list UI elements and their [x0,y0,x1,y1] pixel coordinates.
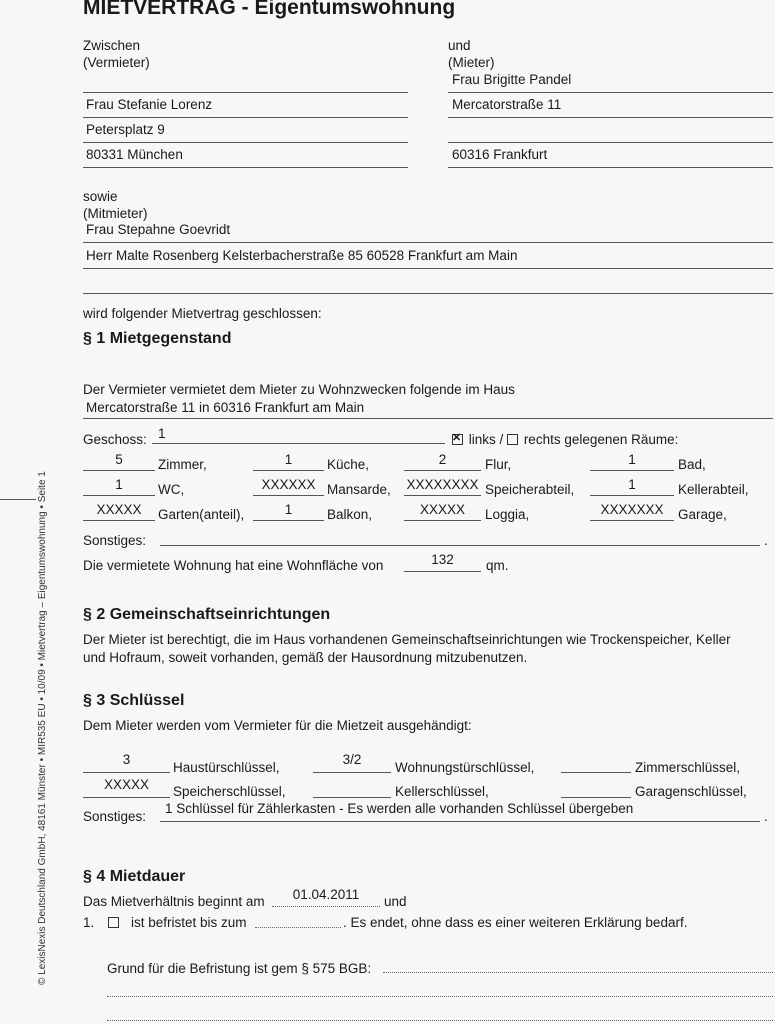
kellerabteil-line [590,495,674,496]
garten-line [83,520,155,521]
vermieter-name[interactable]: Frau Stefanie Lorenz [86,97,213,112]
vermieter-line-4 [83,167,408,168]
kellerschluessel-line [313,797,391,798]
s3-sonstiges-line [160,821,760,822]
mitmieter-line-2 [83,268,773,269]
s3-sonstiges-dot: . [764,809,768,824]
kellerschluessel-label: Kellerschlüssel, [395,784,489,799]
mitmieter-line-1 [83,242,773,243]
links-checkbox[interactable] [452,434,463,445]
mieter-line-3 [448,142,773,143]
mieter-line-1 [448,92,773,93]
geschoss-value[interactable]: 1 [158,426,166,441]
fold-mark [0,499,36,500]
und-label: und [448,38,471,53]
intro-text: wird folgender Mietvertrag geschlossen: [83,306,322,321]
loggia-value[interactable]: XXXXX [419,502,466,517]
wohnflaeche-unit: qm. [486,558,509,573]
rechts-checkbox[interactable] [507,434,518,445]
zimmerschluessel-line [561,772,631,773]
document-title: MIETVERTRAG - Eigentumswohnung [83,0,456,19]
befristet-checkbox-wrap [108,915,121,930]
wc-value[interactable]: 1 [115,477,123,492]
links-label: links / [468,432,504,447]
flur-value[interactable]: 2 [438,452,447,467]
zwischen-label: Zwischen [83,38,141,53]
s1-sonstiges-line[interactable] [160,545,760,546]
endet-text: . Es endet, ohne dass es einer weiteren Erklärung bedarf. [343,915,688,930]
wohnflaeche-value[interactable]: 132 [431,552,454,567]
loggia-label: Loggia, [485,507,530,522]
s1-address[interactable]: Mercatorstraße 11 in 60316 Frankfurt am Main [86,400,365,415]
wc-line [83,495,155,496]
s1-heading: § 1 Mietgegenstand [83,330,232,347]
sowie-label: sowie [83,189,118,204]
befristet-text: ist befristet bis zum [131,915,247,930]
zimmerschluessel-label: Zimmerschlüssel, [635,760,741,775]
garten-label: Garten(anteil), [158,507,245,522]
zimmer-value[interactable]: 5 [115,452,123,467]
garten-value[interactable]: XXXXX [96,502,142,517]
garagenschluessel-line [561,797,631,798]
geschoss-label: Geschoss: [83,432,147,447]
s2-heading: § 2 Gemeinschaftseinrichtungen [83,606,331,623]
mansarde-line [253,495,324,496]
mitmieter-name[interactable]: Frau Stepahne Goevridt [86,222,231,237]
zimmer-label: Zimmer, [158,457,207,472]
kellerabteil-label: Kellerabteil, [678,482,749,497]
flur-line [404,470,481,471]
speicherabteil-line [404,495,481,496]
vermieter-line-3 [83,142,408,143]
bad-label: Bad, [678,457,706,472]
mitmieter-label: (Mitmieter) [83,206,148,221]
kueche-label: Küche, [327,457,370,472]
wc-label: WC, [158,482,185,497]
garagenschluessel-label: Garagenschlüssel, [635,784,747,799]
s3-sonstiges-value[interactable]: 1 Schlüssel für Zählerkasten - Es werden alle vorhanden Schlüssel übergeben [165,801,634,816]
mieter-line-4 [448,167,773,168]
grund-text: Grund für die Befristung ist gem § 575 BGB: [107,961,372,976]
haustuer-value[interactable]: 3 [122,752,131,767]
bad-line [590,470,674,471]
flur-label: Flur, [485,457,512,472]
vermieter-line-2 [83,117,408,118]
s1-text: Der Vermieter vermietet dem Mieter zu Wohnzwecken folgende im Haus [83,382,515,397]
vermieter-street[interactable]: Petersplatz 9 [86,122,165,137]
geschoss-line [152,443,445,444]
speicherabteil-label: Speicherabteil, [485,482,575,497]
s3-heading: § 3 Schlüssel [83,692,185,709]
mieter-name[interactable]: Frau Brigitte Pandel [452,72,572,87]
wohnflaeche-line [404,571,481,572]
beginn-value[interactable]: 01.04.2011 [292,887,360,902]
haustuer-label: Haustürschlüssel, [173,760,280,775]
s1-sonstiges-dot: . [764,533,768,548]
speicherabteil-value[interactable]: XXXXXXXX [406,477,479,492]
item-number: 1. [83,915,95,930]
balkon-value[interactable]: 1 [284,502,293,517]
s2-line1: Der Mieter ist berechtigt, die im Haus vorhandenen Gemeinschaftseinrichtungen wie Trockenspeicher, Keller [83,632,731,647]
wohnungstuer-value[interactable]: 3/2 [342,752,362,767]
speicherschluessel-label: Speicherschlüssel, [173,784,286,799]
links-rechts-group [452,432,678,447]
rechts-label: rechts gelegenen Räume: [523,432,679,447]
zimmer-line [83,470,155,471]
s3-text: Dem Mieter werden vom Vermieter für die Mietzeit ausgehändigt: [83,718,472,733]
kueche-value[interactable]: 1 [284,452,293,467]
vermieter-line-1 [83,92,408,93]
balkon-label: Balkon, [327,507,373,522]
kueche-line [253,470,324,471]
garage-label: Garage, [678,507,727,522]
wohnflaeche-text: Die vermietete Wohnung hat eine Wohnfläche von [83,558,384,573]
mansarde-label: Mansarde, [327,482,391,497]
s1-address-line [83,418,773,419]
grund-line-3[interactable] [107,1020,773,1021]
kellerabteil-value[interactable]: 1 [628,477,636,492]
beginn-line [272,906,380,907]
befristet-date-line[interactable] [255,927,341,928]
mieter-line-2 [448,117,773,118]
grund-line-2[interactable] [107,996,773,997]
mitmieter-line2[interactable]: Herr Malte Rosenberg Kelsterbacherstraße 85 60528 Frankfurt am Main [86,248,518,263]
speicherschluessel-value[interactable]: XXXXX [103,777,150,792]
balkon-line [253,520,324,521]
mieter-street[interactable]: Mercatorstraße 11 [452,97,562,112]
s2-line2: und Hofraum, soweit vorhanden, gemäß der Hausordnung mitzubenutzen. [83,650,528,665]
mitmieter-line-3 [83,293,773,294]
haustuer-line [83,772,170,773]
s3-sonstiges-label: Sonstiges: [83,809,147,824]
beginn-text: Das Mietverhältnis beginnt am [83,894,265,909]
mieter-city[interactable]: 60316 Frankfurt [452,147,548,162]
befristet-checkbox[interactable] [108,917,119,928]
grund-line-1[interactable] [383,972,773,973]
s4-heading: § 4 Mietdauer [83,868,186,885]
beginn-und: und [384,894,407,909]
garage-line [590,520,674,521]
loggia-line [404,520,481,521]
mansarde-value[interactable]: XXXXXX [261,477,316,492]
wohnungstuer-label: Wohnungstürschlüssel, [395,760,535,775]
mieter-label: (Mieter) [448,55,495,70]
sidebar-copyright: © LexisNexis Deutschland GmbH, 48161 Münster • MIR535 EU • 10/09 • Mietvertrag – Eigentumswohnung • Seite 1 [37,471,48,985]
garage-value[interactable]: XXXXXXX [600,502,664,517]
bad-value[interactable]: 1 [628,452,636,467]
speicherschluessel-line [83,797,170,798]
s1-sonstiges-label: Sonstiges: [83,533,147,548]
vermieter-city[interactable]: 80331 München [86,147,183,162]
wohnungstuer-line [313,772,391,773]
vermieter-label: (Vermieter) [83,55,150,70]
